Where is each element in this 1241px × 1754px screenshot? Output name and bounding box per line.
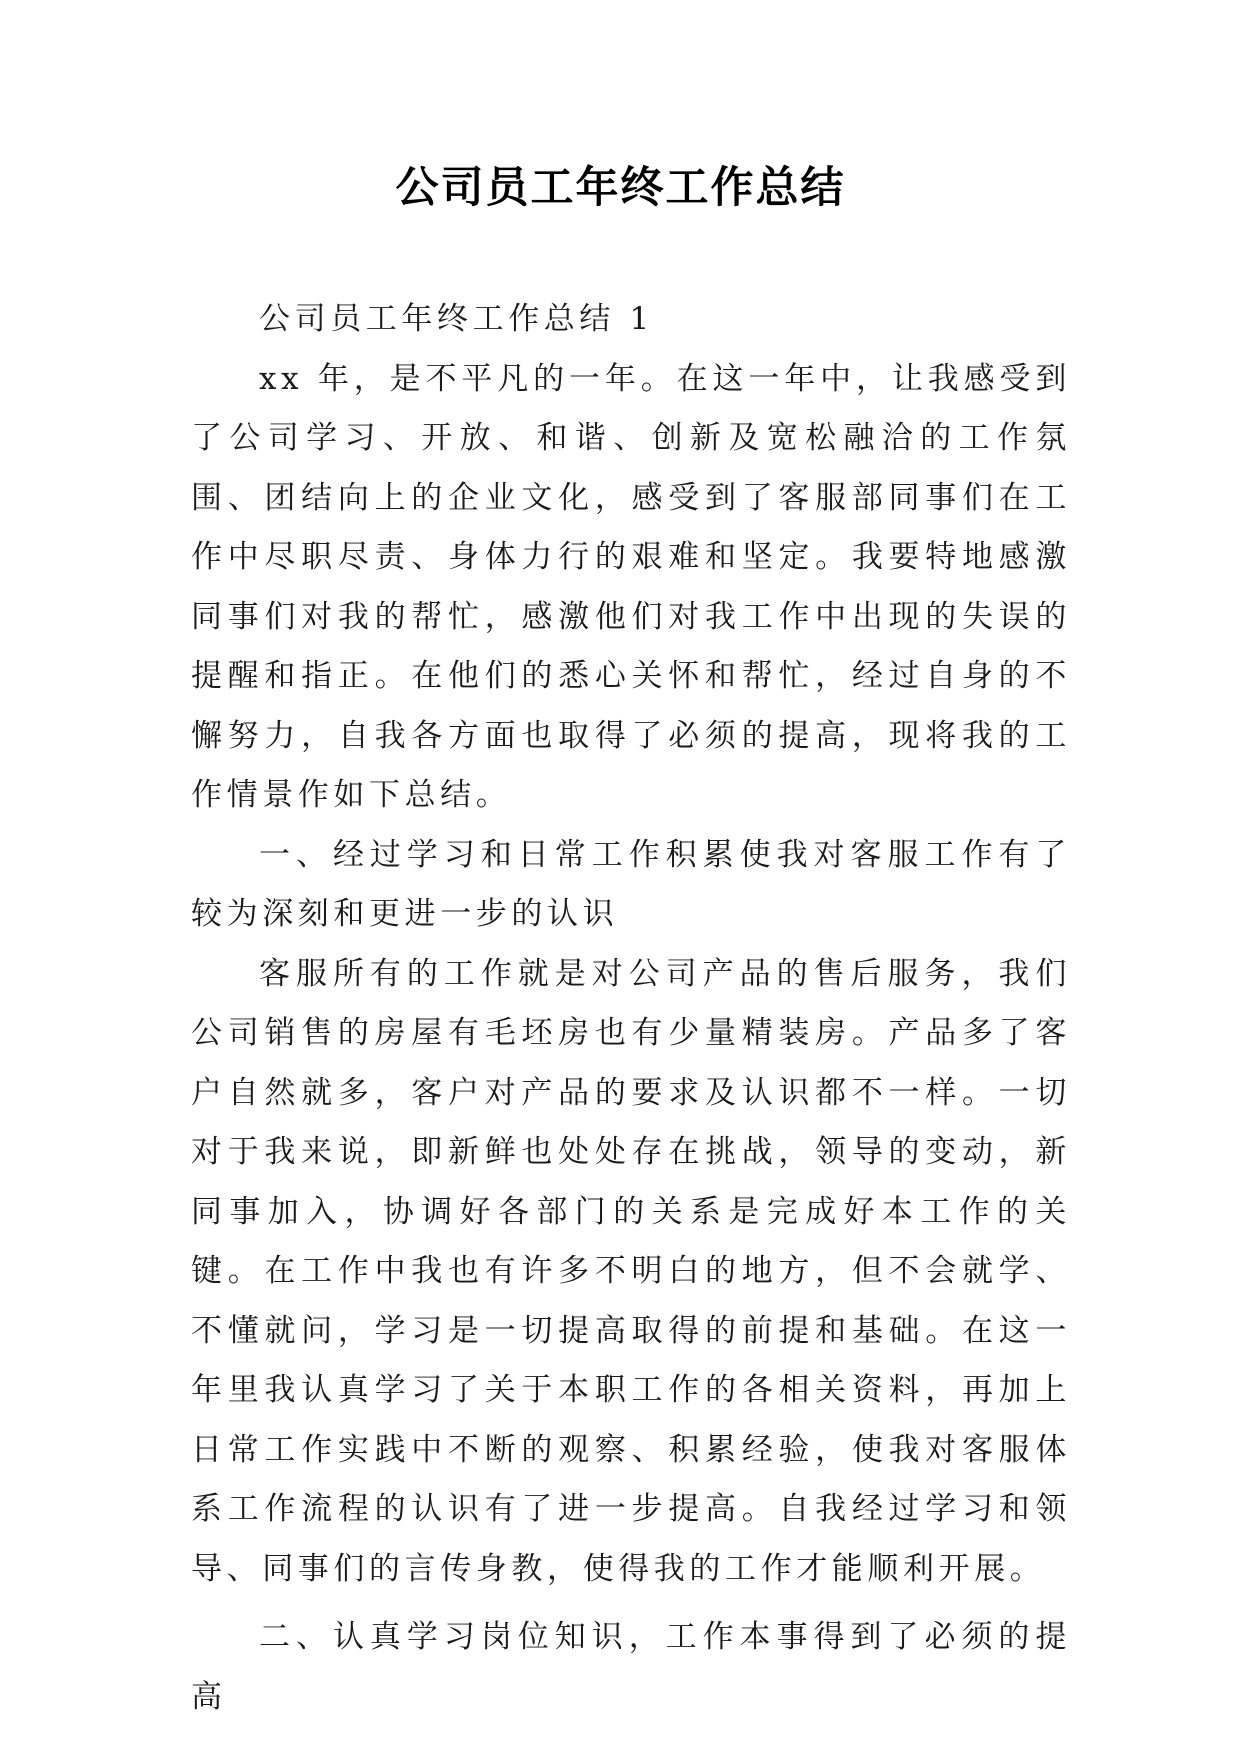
document-title: 公司员工年终工作总结 [395, 163, 846, 213]
paragraph: 客服所有的工作就是对公司产品的售后服务，我们公司销售的房屋有毛坯房也有少量精装房。产品多了客户自然就多，客户对产品的要求及认识都不一样。一切对于我来说，即新鲜也处处存在挑战，领导的变动，新同事加入，协调好各部门的关系是完成好本工作的关键。在工作中我也有许多不明白的地方，但不会就学、不懂就问，学习是一切提高取得的前提和基础。在这一年里我认真学习了关于本职工作的各相关资料，再加上日常工作实践中不断的观察、积累经验，使我对客服体系工作流程的认识有了进一步提高。自我经过学习和领导、同事们的言传身教，使得我的工作才能顺利开展。 [191, 955, 1071, 1587]
document-body [191, 290, 1071, 1727]
section-heading: 一、经过学习和日常工作积累使我对客服工作有了较为深刻和更进一步的认识 [191, 836, 1071, 932]
paragraph: xx 年，是不平凡的一年。在这一年中，让我感受到了公司学习、开放、和谐、创新及宽松融洽的工作氛围、团结向上的企业文化，感受到了客服部同事们在工作中尽职尽责、身体力行的艰难和坚定。我要特地感激同事们对我的帮忙，感激他们对我工作中出现的失误的提醒和指正。在他们的悉心关怀和帮忙，经过自身的不懈努力，自我各方面也取得了必须的提高，现将我的工作情景作如下总结。 [191, 360, 1071, 813]
section-heading: 公司员工年终工作总结 1 [259, 301, 654, 337]
section-heading: 二、认真学习岗位知识，工作本事得到了必须的提高 [191, 1619, 1071, 1715]
